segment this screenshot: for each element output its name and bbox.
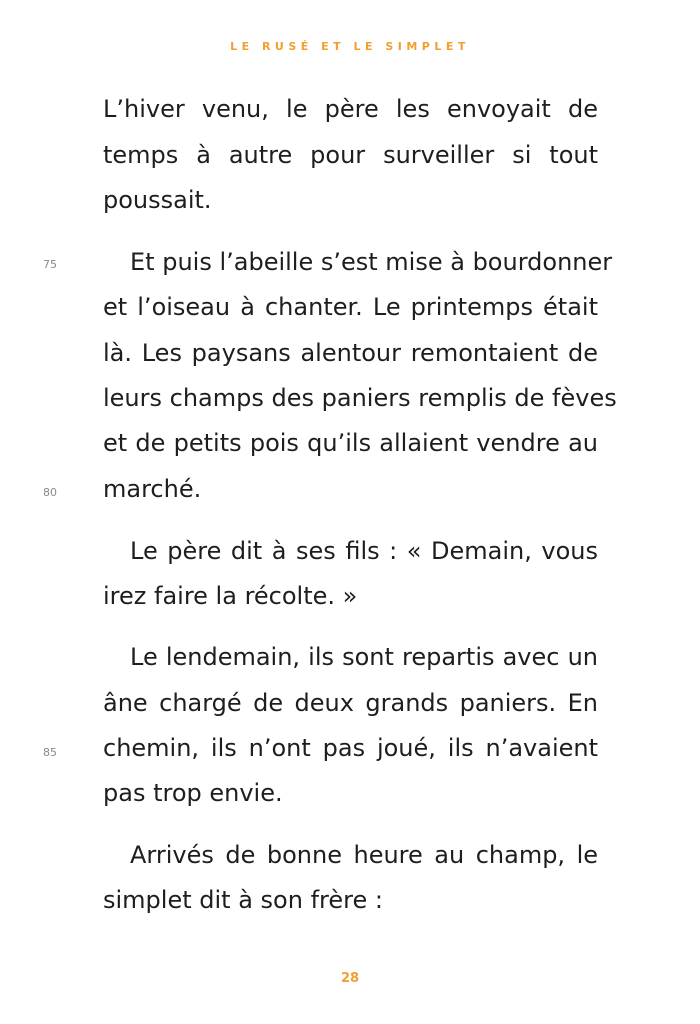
text-line: irez faire la récolte. » <box>103 582 358 610</box>
text-line: Le père dit à ses fils : « Demain, vous <box>130 537 598 565</box>
text-line: pas trop envie. <box>103 779 283 807</box>
line-number: 85 <box>43 746 57 759</box>
text-line: poussait. <box>103 186 212 214</box>
text-line: temps à autre pour surveiller si tout <box>103 141 598 169</box>
text-line: leurs champs des paniers remplis de fèves <box>103 384 617 412</box>
line-number: 80 <box>43 486 57 499</box>
text-line: simplet dit à son frère : <box>103 886 383 914</box>
text-line: et de petits pois qu’ils allaient vendre au <box>103 429 598 457</box>
text-line: chemin, ils n’ont pas joué, ils n’avaient <box>103 734 598 762</box>
running-head: LE RUSÉ ET LE SIMPLET <box>230 40 470 53</box>
text-line: marché. <box>103 475 202 503</box>
text-line: là. Les paysans alentour remontaient de <box>103 339 598 367</box>
text-line: et l’oiseau à chanter. Le printemps était <box>103 293 598 321</box>
page-number: 28 <box>340 971 360 986</box>
text-line: Arrivés de bonne heure au champ, le <box>130 841 598 869</box>
text-line: âne chargé de deux grands paniers. En <box>103 689 598 717</box>
text-line: L’hiver venu, le père les envoyait de <box>103 95 598 123</box>
line-number: 75 <box>43 258 57 271</box>
text-line: Le lendemain, ils sont repartis avec un <box>130 643 598 671</box>
text-line: Et puis l’abeille s’est mise à bourdonner <box>130 248 613 276</box>
